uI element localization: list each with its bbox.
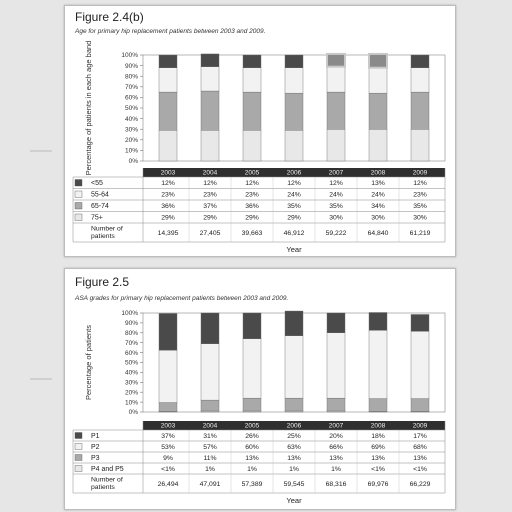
data-label: 36% — [245, 203, 259, 211]
data-label: 66% — [329, 443, 343, 451]
y-tick-label: 0% — [128, 409, 138, 417]
data-label: 23% — [203, 191, 217, 199]
x-tick-label: 2006 — [286, 422, 302, 430]
legend-entry: 55-64 — [91, 191, 109, 199]
legend-swatch — [75, 433, 82, 439]
figure-caption: ASA grades for primary hip replacement patients between 2003 and 2009. — [75, 295, 289, 302]
y-tick-label: 20% — [124, 389, 138, 397]
bar-segment — [159, 55, 177, 68]
data-label: 36% — [161, 203, 175, 211]
data-label: 31% — [203, 432, 217, 440]
figure-label: Figure 2.4(b) — [75, 10, 144, 24]
bar-segment — [285, 311, 303, 336]
bar-segment — [411, 55, 429, 68]
data-label: 23% — [161, 191, 175, 199]
bar-segment — [327, 333, 345, 398]
data-label: 12% — [413, 180, 427, 188]
x-tick-label: 2003 — [160, 422, 176, 430]
data-label: 29% — [287, 214, 301, 222]
bar-segment — [411, 92, 429, 129]
x-tick-label: 2007 — [328, 422, 344, 430]
patient-count: 57,389 — [241, 481, 263, 488]
bar-segment — [369, 399, 387, 412]
legend-entry: P4 and P5 — [91, 465, 124, 473]
bar-segment — [159, 92, 177, 130]
patient-count: 64,840 — [367, 230, 389, 237]
y-tick-label: 0% — [128, 158, 138, 166]
x-tick-label: 2005 — [244, 169, 260, 177]
bar-segment — [201, 344, 219, 400]
patient-count: 46,912 — [283, 230, 305, 237]
patient-count: 39,663 — [241, 230, 263, 237]
bar-segment — [327, 129, 345, 161]
legend-swatch — [75, 180, 82, 187]
data-label: 11% — [203, 454, 217, 462]
data-label: 53% — [161, 443, 175, 451]
data-label: 1% — [205, 465, 215, 473]
x-tick-label: 2008 — [370, 169, 386, 177]
y-tick-label: 80% — [124, 330, 138, 337]
data-label: 1% — [289, 465, 299, 473]
y-tick-label: 40% — [124, 369, 138, 377]
bar-segment — [369, 93, 387, 129]
data-label: 20% — [329, 432, 343, 440]
bar-segment — [369, 129, 387, 161]
count-row-label: Number of — [91, 225, 123, 233]
data-label: <1% — [413, 465, 427, 473]
y-tick-label: 60% — [124, 94, 138, 102]
count-row-label: patients — [91, 233, 115, 240]
y-tick-label: 70% — [124, 339, 138, 347]
figure-caption: Age for primary hip replacement patients between 2003 and 2009. — [75, 28, 266, 35]
bar-segment — [159, 313, 177, 350]
bar-segment — [243, 398, 261, 411]
data-label: 68% — [413, 443, 427, 451]
x-tick-label: 2009 — [412, 422, 428, 430]
legend-entry: P1 — [91, 432, 100, 440]
bar-segment — [369, 313, 387, 331]
data-label: 24% — [329, 191, 343, 199]
legend-entry: 65-74 — [91, 203, 109, 211]
bar-segment — [243, 55, 261, 68]
bar-segment — [159, 403, 177, 412]
bar-segment — [243, 339, 261, 398]
bar-segment — [159, 350, 177, 402]
data-label: 24% — [287, 191, 301, 199]
y-tick-label: 30% — [124, 126, 138, 134]
data-label: 29% — [203, 214, 217, 222]
y-tick-label: 100% — [121, 52, 138, 60]
data-label: 35% — [413, 203, 427, 211]
data-label: 34% — [371, 203, 385, 211]
y-tick-label: 50% — [124, 105, 138, 113]
patient-count: 61,219 — [409, 230, 431, 237]
x-tick-label: 2009 — [412, 169, 428, 177]
bar-segment — [201, 67, 219, 91]
stacked-bar-chart-age — [65, 6, 455, 256]
data-label: 13% — [329, 454, 343, 462]
bar-segment — [285, 336, 303, 398]
bar-segment — [327, 67, 345, 92]
data-label: 12% — [287, 180, 301, 188]
bar-segment — [243, 92, 261, 130]
x-axis-label: Year — [286, 496, 302, 505]
y-tick-label: 10% — [124, 399, 138, 407]
figure-panel-asa — [64, 268, 456, 510]
patient-count: 27,405 — [199, 230, 221, 237]
data-label: 13% — [371, 180, 385, 188]
x-tick-label: 2006 — [286, 169, 302, 177]
patient-count: 26,494 — [157, 481, 179, 488]
bar-segment — [327, 92, 345, 129]
data-label: <1% — [161, 465, 175, 473]
data-label: 63% — [287, 443, 301, 451]
bar-segment — [285, 130, 303, 161]
data-label: 1% — [247, 465, 257, 473]
legend-entry: <55 — [91, 180, 103, 188]
data-label: 29% — [161, 214, 175, 222]
page-edge-mark — [30, 378, 52, 380]
legend-swatch — [75, 466, 82, 472]
patient-count: 47,091 — [199, 481, 221, 488]
data-label: 12% — [245, 180, 259, 188]
data-label: 23% — [245, 191, 259, 199]
data-label: 24% — [371, 191, 385, 199]
data-label: 37% — [203, 203, 217, 211]
count-row-label: patients — [91, 484, 115, 491]
bar-segment — [285, 68, 303, 93]
y-tick-label: 100% — [121, 310, 138, 318]
bar-segment — [201, 91, 219, 130]
bar-segment — [327, 313, 345, 333]
x-tick-label: 2004 — [202, 169, 218, 177]
bar-segment — [243, 313, 261, 339]
data-label: 12% — [161, 180, 175, 188]
y-tick-label: 90% — [124, 320, 138, 328]
legend-swatch — [75, 203, 82, 210]
y-tick-label: 60% — [124, 349, 138, 357]
patient-count: 69,976 — [367, 481, 389, 488]
x-tick-label: 2007 — [328, 169, 344, 177]
patient-count: 14,395 — [157, 230, 179, 237]
patient-count: 59,545 — [283, 481, 305, 488]
figure-label: Figure 2.5 — [75, 275, 130, 289]
bar-segment — [201, 313, 219, 344]
bar-segment — [285, 55, 303, 68]
bar-segment — [327, 398, 345, 411]
x-tick-label: 2008 — [370, 422, 386, 430]
legend-swatch — [75, 214, 82, 221]
y-tick-label: 40% — [124, 115, 138, 123]
data-label: 17% — [413, 432, 427, 440]
legend-entry: P2 — [91, 443, 100, 451]
bar-segment — [411, 129, 429, 161]
y-tick-label: 80% — [124, 73, 138, 81]
bar-segment — [159, 68, 177, 92]
bar-segment — [411, 68, 429, 92]
stacked-bar-chart-asa — [65, 269, 455, 509]
y-axis-label: Percentage of patients — [84, 324, 93, 401]
patient-count: 59,222 — [325, 230, 347, 237]
data-label: 60% — [245, 443, 259, 451]
data-label: 29% — [245, 214, 259, 222]
data-label: 13% — [245, 454, 259, 462]
data-label: 30% — [329, 214, 343, 222]
legend-entry: P3 — [91, 454, 100, 462]
bar-segment — [201, 400, 219, 411]
bar-segment — [327, 54, 345, 67]
data-label: 9% — [163, 454, 173, 462]
legend-swatch — [75, 444, 82, 450]
x-tick-label: 2005 — [244, 422, 260, 430]
data-label: 30% — [413, 214, 427, 222]
bar-segment — [243, 68, 261, 92]
y-tick-label: 10% — [124, 147, 138, 155]
data-label: 25% — [287, 432, 301, 440]
page-edge-mark — [30, 150, 52, 152]
data-label: 13% — [287, 454, 301, 462]
legend-entry: 75+ — [91, 214, 103, 222]
legend-swatch — [75, 191, 82, 198]
data-label: <1% — [371, 465, 385, 473]
data-label: 37% — [161, 432, 175, 440]
y-tick-label: 90% — [124, 62, 138, 70]
count-row-label: Number of — [91, 476, 123, 484]
y-tick-label: 30% — [124, 379, 138, 387]
data-label: 13% — [371, 454, 385, 462]
data-label: 12% — [203, 180, 217, 188]
y-axis-label: Percentage of patients in each age band — [84, 40, 93, 176]
data-label: 35% — [287, 203, 301, 211]
patient-count: 66,229 — [409, 481, 431, 488]
bar-segment — [369, 330, 387, 398]
legend-swatch — [75, 455, 82, 461]
x-tick-label: 2003 — [160, 169, 176, 177]
y-tick-label: 20% — [124, 137, 138, 144]
bar-segment — [369, 68, 387, 93]
bar-segment — [369, 54, 387, 68]
data-label: 12% — [329, 180, 343, 188]
x-tick-label: 2004 — [202, 422, 218, 430]
data-label: 13% — [413, 454, 427, 462]
figure-panel-age — [64, 5, 456, 257]
data-label: 57% — [203, 443, 217, 451]
y-tick-label: 50% — [124, 359, 138, 367]
patient-count: 68,316 — [325, 481, 347, 488]
data-label: 23% — [413, 191, 427, 199]
data-label: 18% — [371, 432, 385, 440]
bar-segment — [411, 314, 429, 331]
bar-segment — [411, 399, 429, 412]
bar-segment — [285, 398, 303, 411]
bar-segment — [285, 93, 303, 130]
bar-segment — [201, 54, 219, 67]
x-axis-label: Year — [286, 245, 302, 254]
data-label: 69% — [371, 443, 385, 451]
bar-segment — [411, 331, 429, 398]
data-label: 30% — [371, 214, 385, 222]
data-label: 35% — [329, 203, 343, 211]
bar-segment — [159, 130, 177, 161]
data-label: 1% — [331, 465, 341, 473]
y-tick-label: 70% — [124, 84, 138, 91]
bar-segment — [201, 130, 219, 161]
bar-segment — [243, 130, 261, 161]
data-label: 26% — [245, 432, 259, 440]
